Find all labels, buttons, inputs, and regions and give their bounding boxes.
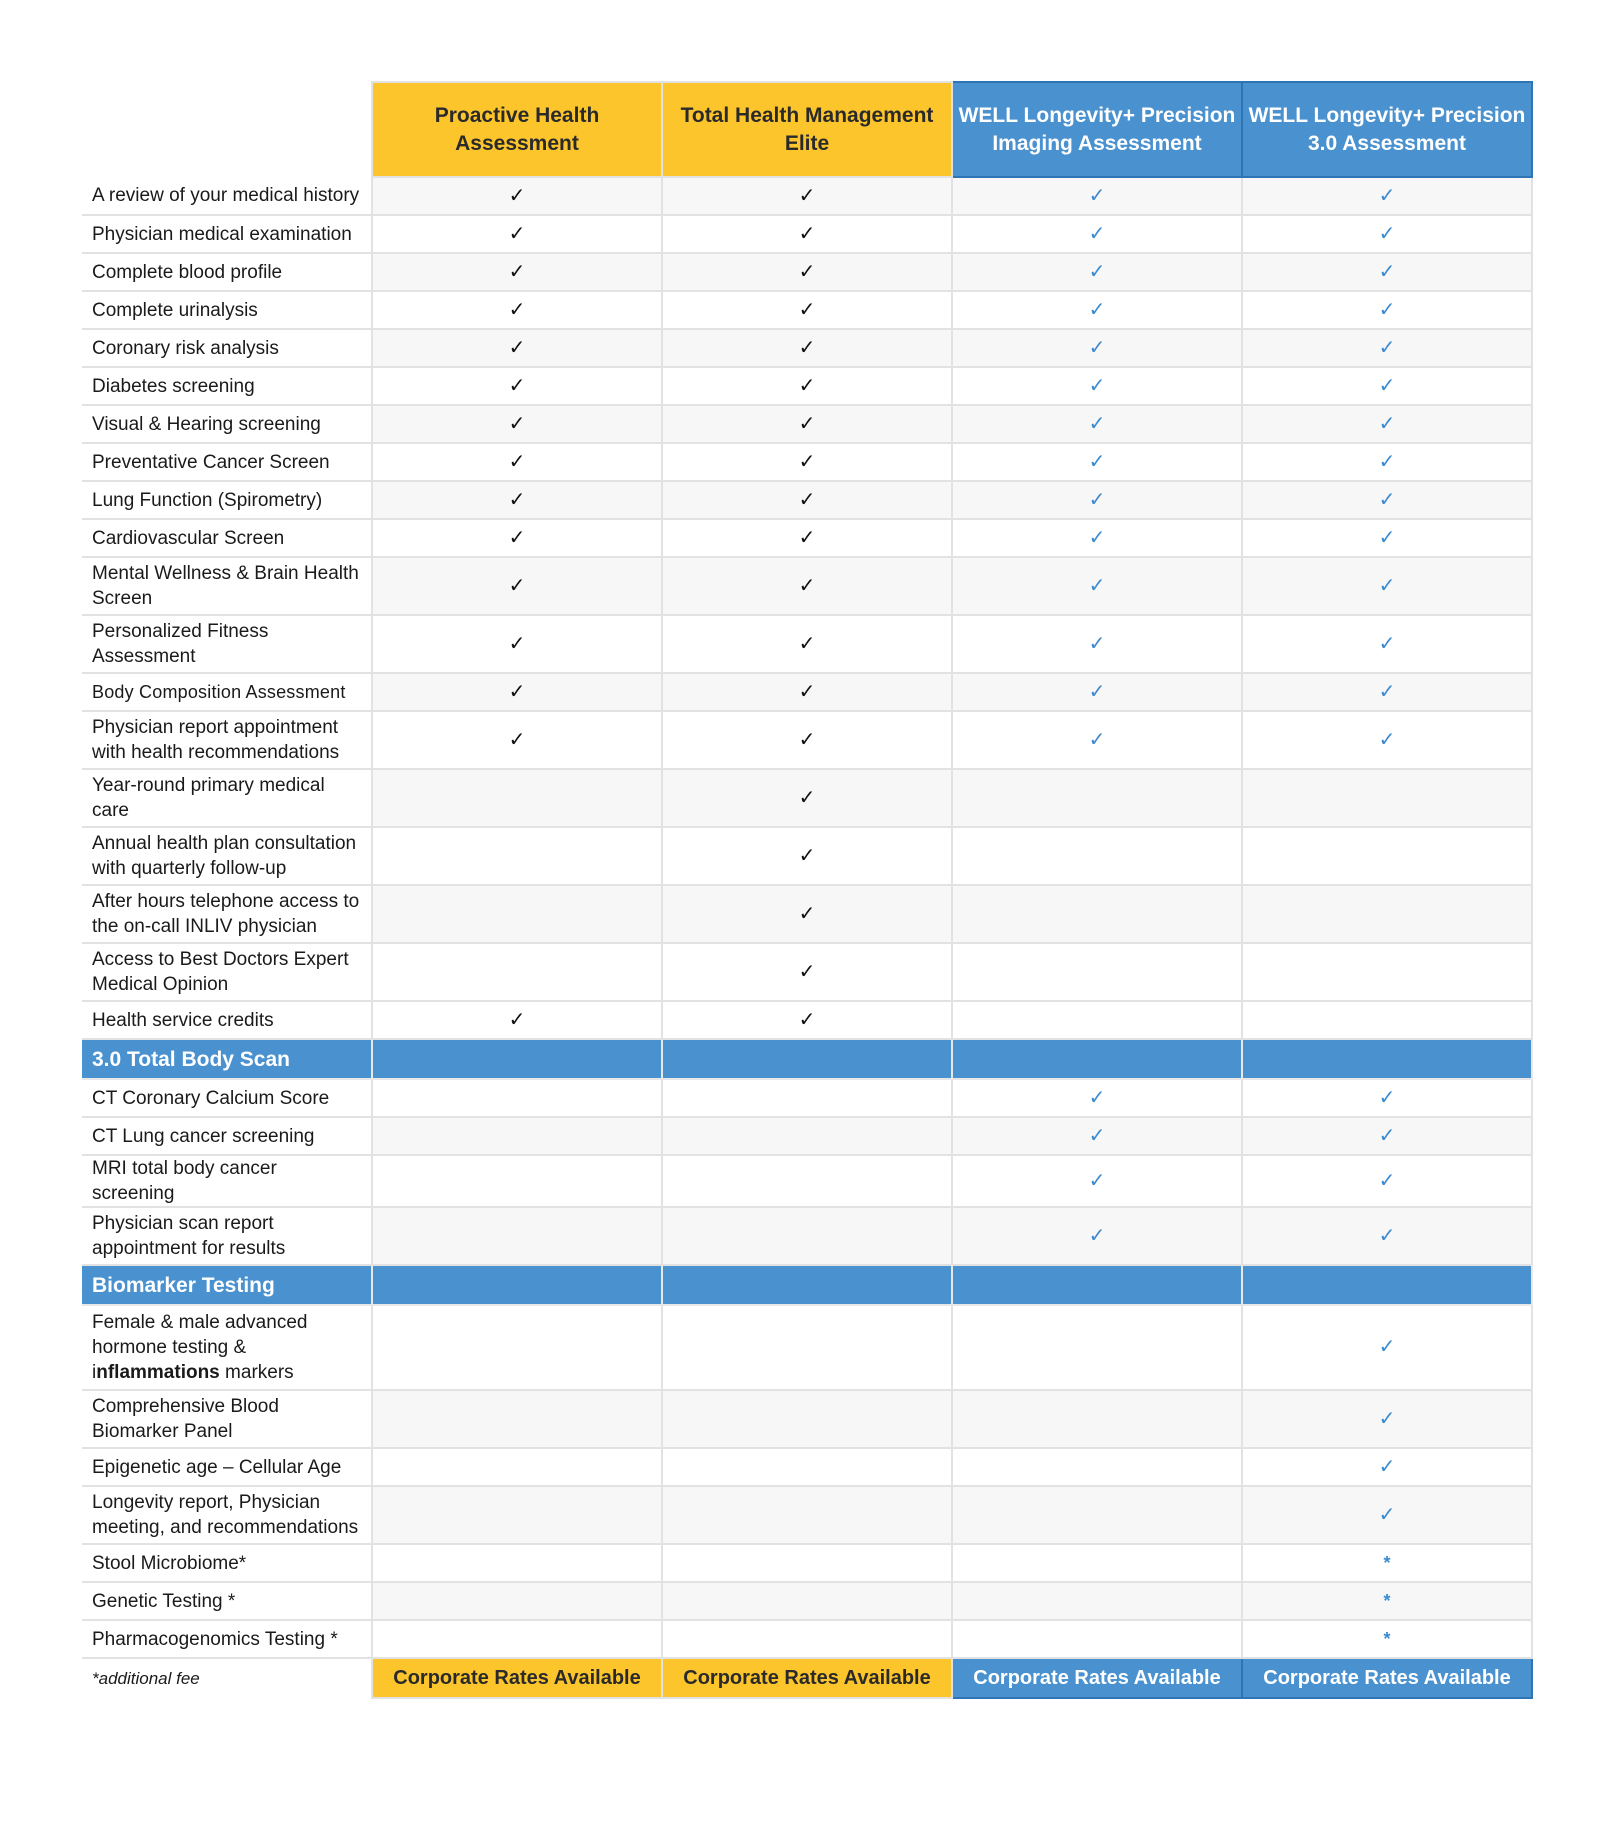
- check-icon: ✓: [798, 222, 816, 245]
- table-row: [82, 1305, 1532, 1390]
- row-label: Cardiovascular Screen: [82, 519, 372, 557]
- check-icon: ✓: [508, 728, 526, 751]
- check-icon: ✓: [1378, 1169, 1396, 1192]
- row-label: Physician medical examination: [82, 215, 372, 253]
- header-well-imaging: WELL Longevity+ Precision Imaging Assessment: [952, 82, 1242, 177]
- table-row: [82, 1582, 1532, 1620]
- check-icon: ✓: [798, 260, 816, 283]
- check-icon: ✓: [798, 786, 816, 809]
- row-label: Longevity report, Physician meeting, and recommendations: [82, 1486, 372, 1544]
- check-icon: ✓: [1088, 336, 1106, 359]
- header-blank: [82, 82, 372, 177]
- check-icon: ✓: [1378, 374, 1396, 397]
- check-icon: ✓: [508, 488, 526, 511]
- row-label: CT Coronary Calcium Score: [82, 1079, 372, 1117]
- header-total-health-elite: Total Health Management Elite: [662, 82, 952, 177]
- check-icon: ✓: [1088, 680, 1106, 703]
- comparison-table: [82, 81, 1533, 1699]
- check-icon: ✓: [798, 184, 816, 207]
- table-row: [82, 405, 1532, 443]
- check-icon: ✓: [798, 680, 816, 703]
- row-label: Access to Best Doctors Expert Medical Opinion: [82, 943, 372, 1001]
- row-label: CT Lung cancer screening: [82, 1117, 372, 1155]
- section-header-total-body-scan: [82, 1039, 1532, 1079]
- check-icon: ✓: [1378, 1455, 1396, 1478]
- row-label: Health service credits: [82, 1001, 372, 1039]
- table-row: [82, 519, 1532, 557]
- check-icon: ✓: [798, 374, 816, 397]
- check-icon: ✓: [508, 184, 526, 207]
- check-icon: ✓: [1088, 1169, 1106, 1192]
- row-label: Comprehensive Blood Biomarker Panel: [82, 1390, 372, 1448]
- asterisk-icon: *: [1383, 1552, 1391, 1573]
- table-row: [82, 177, 1532, 215]
- check-icon: ✓: [508, 260, 526, 283]
- row-label: Mental Wellness & Brain Health Screen: [82, 557, 372, 615]
- check-icon: ✓: [1378, 184, 1396, 207]
- check-icon: ✓: [508, 450, 526, 473]
- check-icon: ✓: [1378, 260, 1396, 283]
- check-icon: ✓: [1378, 632, 1396, 655]
- check-icon: ✓: [1088, 488, 1106, 511]
- table-row: [82, 885, 1532, 943]
- table-row: [82, 1486, 1532, 1544]
- check-icon: ✓: [508, 412, 526, 435]
- check-icon: ✓: [508, 374, 526, 397]
- check-icon: ✓: [798, 450, 816, 473]
- table-row: [82, 943, 1532, 1001]
- row-label: Visual & Hearing screening: [82, 405, 372, 443]
- row-label: Preventative Cancer Screen: [82, 443, 372, 481]
- row-label: Body Composition Assessment: [82, 673, 372, 711]
- check-icon: ✓: [1088, 222, 1106, 245]
- check-icon: ✓: [508, 680, 526, 703]
- check-icon: ✓: [1088, 728, 1106, 751]
- table-row: [82, 827, 1532, 885]
- table-row: [82, 443, 1532, 481]
- table-row: [82, 367, 1532, 405]
- row-label: MRI total body cancer screening: [82, 1155, 372, 1207]
- check-icon: ✓: [1378, 728, 1396, 751]
- row-label: Genetic Testing *: [82, 1582, 372, 1620]
- check-icon: ✓: [798, 412, 816, 435]
- row-label: Lung Function (Spirometry): [82, 481, 372, 519]
- check-icon: ✓: [508, 298, 526, 321]
- table-row: [82, 1620, 1532, 1658]
- row-label: Diabetes screening: [82, 367, 372, 405]
- table-row: [82, 769, 1532, 827]
- check-icon: ✓: [1088, 450, 1106, 473]
- check-icon: ✓: [798, 728, 816, 751]
- check-icon: ✓: [1378, 680, 1396, 703]
- row-label: Stool Microbiome*: [82, 1544, 372, 1582]
- row-label: Year-round primary medical care: [82, 769, 372, 827]
- check-icon: ✓: [798, 336, 816, 359]
- check-icon: ✓: [1088, 526, 1106, 549]
- check-icon: ✓: [1378, 222, 1396, 245]
- check-icon: ✓: [1378, 1407, 1396, 1430]
- row-label: A review of your medical history: [82, 177, 372, 215]
- row-label: Pharmacogenomics Testing *: [82, 1620, 372, 1658]
- row-label: Complete urinalysis: [82, 291, 372, 329]
- check-icon: ✓: [1378, 1086, 1396, 1109]
- check-icon: ✓: [1378, 574, 1396, 597]
- header-proactive-health: Proactive Health Assessment: [372, 82, 662, 177]
- section-header-biomarker-testing: [82, 1265, 1532, 1305]
- table-row: [82, 253, 1532, 291]
- table-row: [82, 1207, 1532, 1265]
- table-row: [82, 1155, 1532, 1207]
- table-row: [82, 711, 1532, 769]
- check-icon: ✓: [508, 526, 526, 549]
- corporate-rates-proactive: Corporate Rates Available: [372, 1658, 662, 1698]
- check-icon: ✓: [508, 336, 526, 359]
- check-icon: ✓: [508, 574, 526, 597]
- table-row: [82, 1117, 1532, 1155]
- check-icon: ✓: [798, 844, 816, 867]
- table-row: [82, 615, 1532, 673]
- check-icon: ✓: [1088, 574, 1106, 597]
- corporate-rates-precision: Corporate Rates Available: [1242, 1658, 1532, 1698]
- row-label-bold: nflammations: [96, 1362, 220, 1383]
- row-label: Physician scan report appointment for results: [82, 1207, 372, 1265]
- check-icon: ✓: [798, 574, 816, 597]
- section-title: Biomarker Testing: [82, 1265, 372, 1305]
- check-icon: ✓: [1378, 526, 1396, 549]
- check-icon: ✓: [1088, 1124, 1106, 1147]
- asterisk-icon: *: [1383, 1590, 1391, 1611]
- check-icon: ✓: [1088, 260, 1106, 283]
- asterisk-icon: *: [1383, 1628, 1391, 1649]
- table-row: [82, 1544, 1532, 1582]
- header-well-precision: WELL Longevity+ Precision 3.0 Assessment: [1242, 82, 1532, 177]
- table-row: [82, 481, 1532, 519]
- check-icon: ✓: [508, 222, 526, 245]
- row-label: Personalized Fitness Assessment: [82, 615, 372, 673]
- check-icon: ✓: [1378, 1124, 1396, 1147]
- header-row: [82, 82, 1532, 177]
- check-icon: ✓: [1088, 1086, 1106, 1109]
- check-icon: ✓: [798, 902, 816, 925]
- check-icon: ✓: [1378, 1503, 1396, 1526]
- table-row: [82, 1390, 1532, 1448]
- check-icon: ✓: [1088, 374, 1106, 397]
- check-icon: ✓: [1378, 450, 1396, 473]
- table-row: [82, 1079, 1532, 1117]
- row-label: Complete blood profile: [82, 253, 372, 291]
- check-icon: ✓: [1378, 1224, 1396, 1247]
- row-label: Physician report appointment with health recommendations: [82, 711, 372, 769]
- check-icon: ✓: [1378, 336, 1396, 359]
- check-icon: ✓: [1378, 412, 1396, 435]
- check-icon: ✓: [798, 298, 816, 321]
- row-label: Coronary risk analysis: [82, 329, 372, 367]
- check-icon: ✓: [1088, 632, 1106, 655]
- table-row: [82, 1448, 1532, 1486]
- check-icon: ✓: [1378, 488, 1396, 511]
- check-icon: ✓: [1088, 1224, 1106, 1247]
- check-icon: ✓: [798, 632, 816, 655]
- row-label-suffix: markers: [219, 1362, 294, 1383]
- corporate-rates-imaging: Corporate Rates Available: [952, 1658, 1242, 1698]
- check-icon: ✓: [798, 526, 816, 549]
- check-icon: ✓: [798, 1008, 816, 1031]
- check-icon: ✓: [1378, 298, 1396, 321]
- table-row: [82, 215, 1532, 253]
- check-icon: ✓: [798, 960, 816, 983]
- footer-row: [82, 1658, 1532, 1698]
- check-icon: ✓: [1088, 412, 1106, 435]
- check-icon: ✓: [508, 1008, 526, 1031]
- table-row: [82, 329, 1532, 367]
- row-label: Annual health plan consultation with quarterly follow-up: [82, 827, 372, 885]
- table-row: [82, 557, 1532, 615]
- row-label-text: Female & male advanced hormone testing &: [92, 1312, 308, 1358]
- corporate-rates-elite: Corporate Rates Available: [662, 1658, 952, 1698]
- row-label: Epigenetic age – Cellular Age: [82, 1448, 372, 1486]
- check-icon: ✓: [1088, 298, 1106, 321]
- table-row: [82, 1001, 1532, 1039]
- check-icon: ✓: [508, 632, 526, 655]
- table-row: [82, 673, 1532, 711]
- footnote: *additional fee: [82, 1658, 372, 1698]
- row-label: [82, 1305, 372, 1390]
- row-label: After hours telephone access to the on-call INLIV physician: [82, 885, 372, 943]
- section-title: 3.0 Total Body Scan: [82, 1039, 372, 1079]
- table-row: [82, 291, 1532, 329]
- check-icon: ✓: [1378, 1336, 1396, 1358]
- check-icon: ✓: [798, 488, 816, 511]
- row-label-prefix: i: [92, 1362, 97, 1383]
- check-icon: ✓: [1088, 184, 1106, 207]
